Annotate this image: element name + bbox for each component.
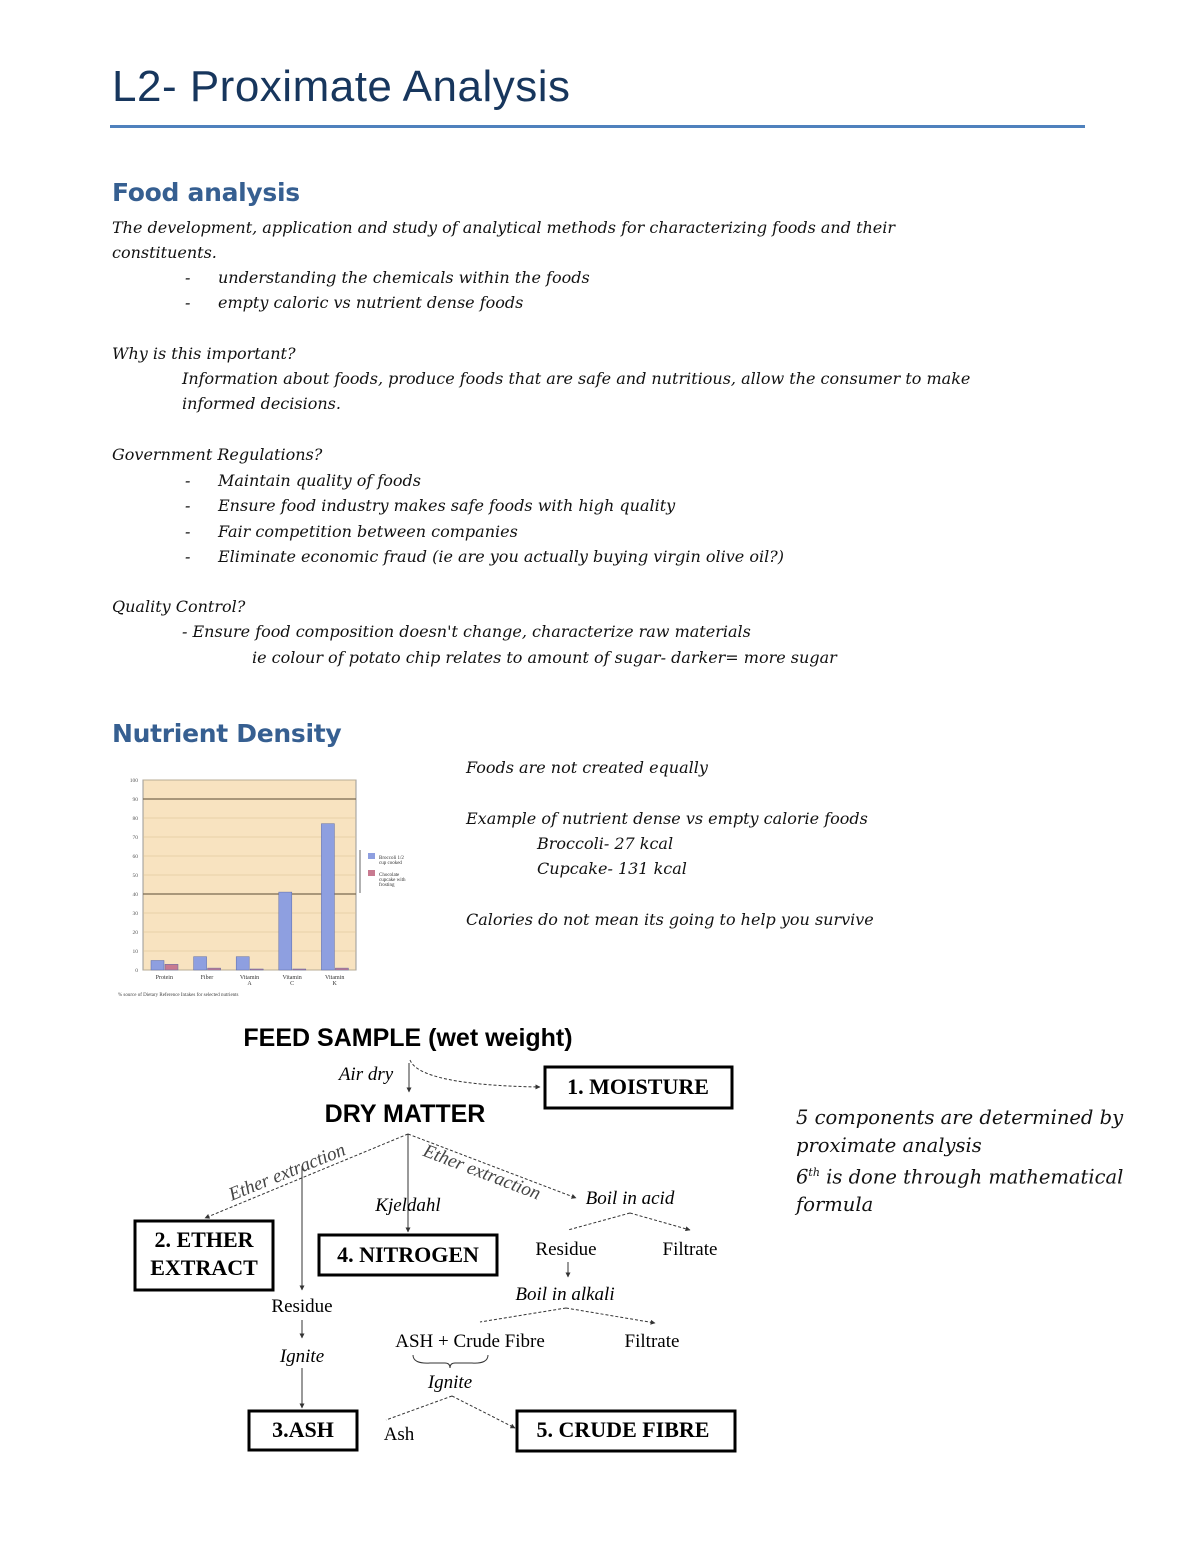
why-question: Why is this important? [112, 344, 296, 363]
ignite-left-label: Ignite [279, 1346, 325, 1367]
bullet-text: Eliminate economic fraud (ie are you actually buying virgin olive oil?) [218, 546, 784, 566]
bullet-text: empty caloric vs nutrient dense foods [218, 293, 524, 313]
nutrient-line: Broccoli- 27 kcal [537, 833, 674, 853]
side-note-text: is done through mathematical formula [796, 1165, 1124, 1216]
chart-footnote: % source of Dietary Reference Intakes for selected nutrients [118, 993, 239, 998]
x-tick-label: Vitamin [282, 975, 302, 981]
air-dry-label: Air dry [338, 1064, 394, 1085]
ash-small-label: Ash [383, 1424, 415, 1445]
bullet-text: Ensure food industry makes safe foods with high quality [218, 496, 676, 516]
legend-label: cup cooked [379, 861, 402, 866]
feed-sample-label: FEED SAMPLE (wet weight) [243, 1024, 573, 1052]
ash-label: 3.ASH [272, 1417, 334, 1442]
ether-extraction-right-label: Ether extraction [420, 1140, 544, 1205]
y-tick-label: 80 [132, 816, 138, 822]
qc-line: ie colour of potato chip relates to amount of sugar- darker= more sugar [252, 648, 837, 667]
definition-line: constituents. [112, 243, 217, 263]
boil-in-alkali-label: Boil in alkali [515, 1284, 615, 1305]
filtrate-label: Filtrate [662, 1239, 718, 1260]
ether-extract-label: EXTRACT [150, 1255, 258, 1280]
moisture-label: 1. MOISTURE [567, 1074, 709, 1099]
nutrient-line: Calories do not mean its going to help you survive [466, 909, 874, 929]
dry-matter-label: DRY MATTER [324, 1100, 486, 1128]
legend-label: frosting [379, 883, 395, 888]
heading-nutrient-density: Nutrient Density [112, 719, 342, 748]
y-tick-label: 90 [132, 797, 138, 803]
side-note-line [796, 1159, 1156, 1219]
side-note [796, 1104, 1156, 1219]
bullet-text: understanding the chemicals within the foods [218, 268, 590, 287]
nutrient-line: Cupcake- 131 kcal [537, 859, 687, 879]
bullet-dash: - [185, 293, 191, 313]
x-tick-label: Fiber [200, 975, 214, 981]
qc-question: Quality Control? [112, 597, 246, 616]
bullet-text: Fair competition between companies [218, 521, 518, 541]
arrow-alkali-split [480, 1308, 655, 1323]
brace [413, 1355, 488, 1368]
y-tick-label: 0 [135, 968, 138, 974]
bullet-dash: - [185, 496, 191, 516]
legend-label: cupcake with [379, 878, 406, 883]
y-tick-label: 10 [132, 949, 138, 955]
bullet-dash: - [185, 521, 191, 541]
residue-left-label: Residue [271, 1296, 333, 1317]
residue-right-label: Residue [535, 1239, 597, 1260]
y-tick-label: 100 [129, 778, 138, 784]
x-tick-label: C [290, 981, 295, 987]
y-tick-label: 70 [132, 835, 138, 841]
bullet-dash: - [185, 268, 191, 287]
filtrate-label: Filtrate [624, 1331, 680, 1352]
ether-extract-label: 2. ETHER [154, 1227, 254, 1252]
y-tick-label: 20 [132, 930, 138, 936]
nutrient-line: Example of nutrient dense vs empty calorie foods [466, 808, 868, 828]
y-tick-label: 30 [132, 911, 138, 917]
x-tick-label: A [247, 981, 252, 987]
heading-food-analysis: Food analysis [112, 178, 300, 207]
side-note-line: 5 components are determined by proximate analysis [796, 1106, 1124, 1157]
legend-label: Broccoli 1/2 [379, 856, 404, 861]
x-tick-label: Vitamin [239, 975, 260, 981]
qc-line: - Ensure food composition doesn't change, characterize raw materials [182, 622, 751, 641]
ether-extraction-left-label: Ether extraction [225, 1139, 349, 1206]
nutrient-line: Foods are not created equally [466, 758, 708, 777]
y-tick-label: 40 [132, 892, 138, 898]
y-tick-label: 60 [132, 854, 138, 860]
side-note-sup: th [808, 1166, 820, 1179]
ash-crude-fibre-label: ASH + Crude Fibre [395, 1331, 545, 1352]
gov-question: Government Regulations? [112, 445, 323, 464]
why-answer-line: Information about foods, produce foods that are safe and nutritious, allow the consumer to make [182, 369, 971, 388]
x-tick-label: K [332, 981, 337, 987]
legend-label: Chocolate [379, 873, 400, 878]
boil-in-acid-label: Boil in acid [585, 1188, 675, 1209]
x-tick-label: Protein [155, 975, 173, 981]
page-title: L2- Proximate Analysis [112, 62, 571, 111]
arrow-to-moisture [410, 1060, 540, 1087]
kjeldahl-label: Kjeldahl [375, 1195, 441, 1216]
y-tick-label: 50 [132, 873, 138, 879]
x-tick-label: Vitamin [325, 975, 345, 981]
bullet-dash: - [185, 546, 191, 566]
crude-fibre-label: 5. CRUDE FIBRE [536, 1417, 710, 1442]
arrow-acid-split [568, 1213, 690, 1230]
nitrogen-label: 4. NITROGEN [337, 1242, 479, 1267]
side-note-number: 6 [796, 1165, 809, 1189]
ignite-right-label: Ignite [427, 1372, 473, 1393]
definition-line: The development, application and study of analytical methods for characterizing foods and their [112, 218, 896, 237]
bullet-text: Maintain quality of foods [218, 471, 421, 490]
bullet-dash: - [185, 471, 191, 490]
why-answer-line: informed decisions. [182, 394, 341, 414]
